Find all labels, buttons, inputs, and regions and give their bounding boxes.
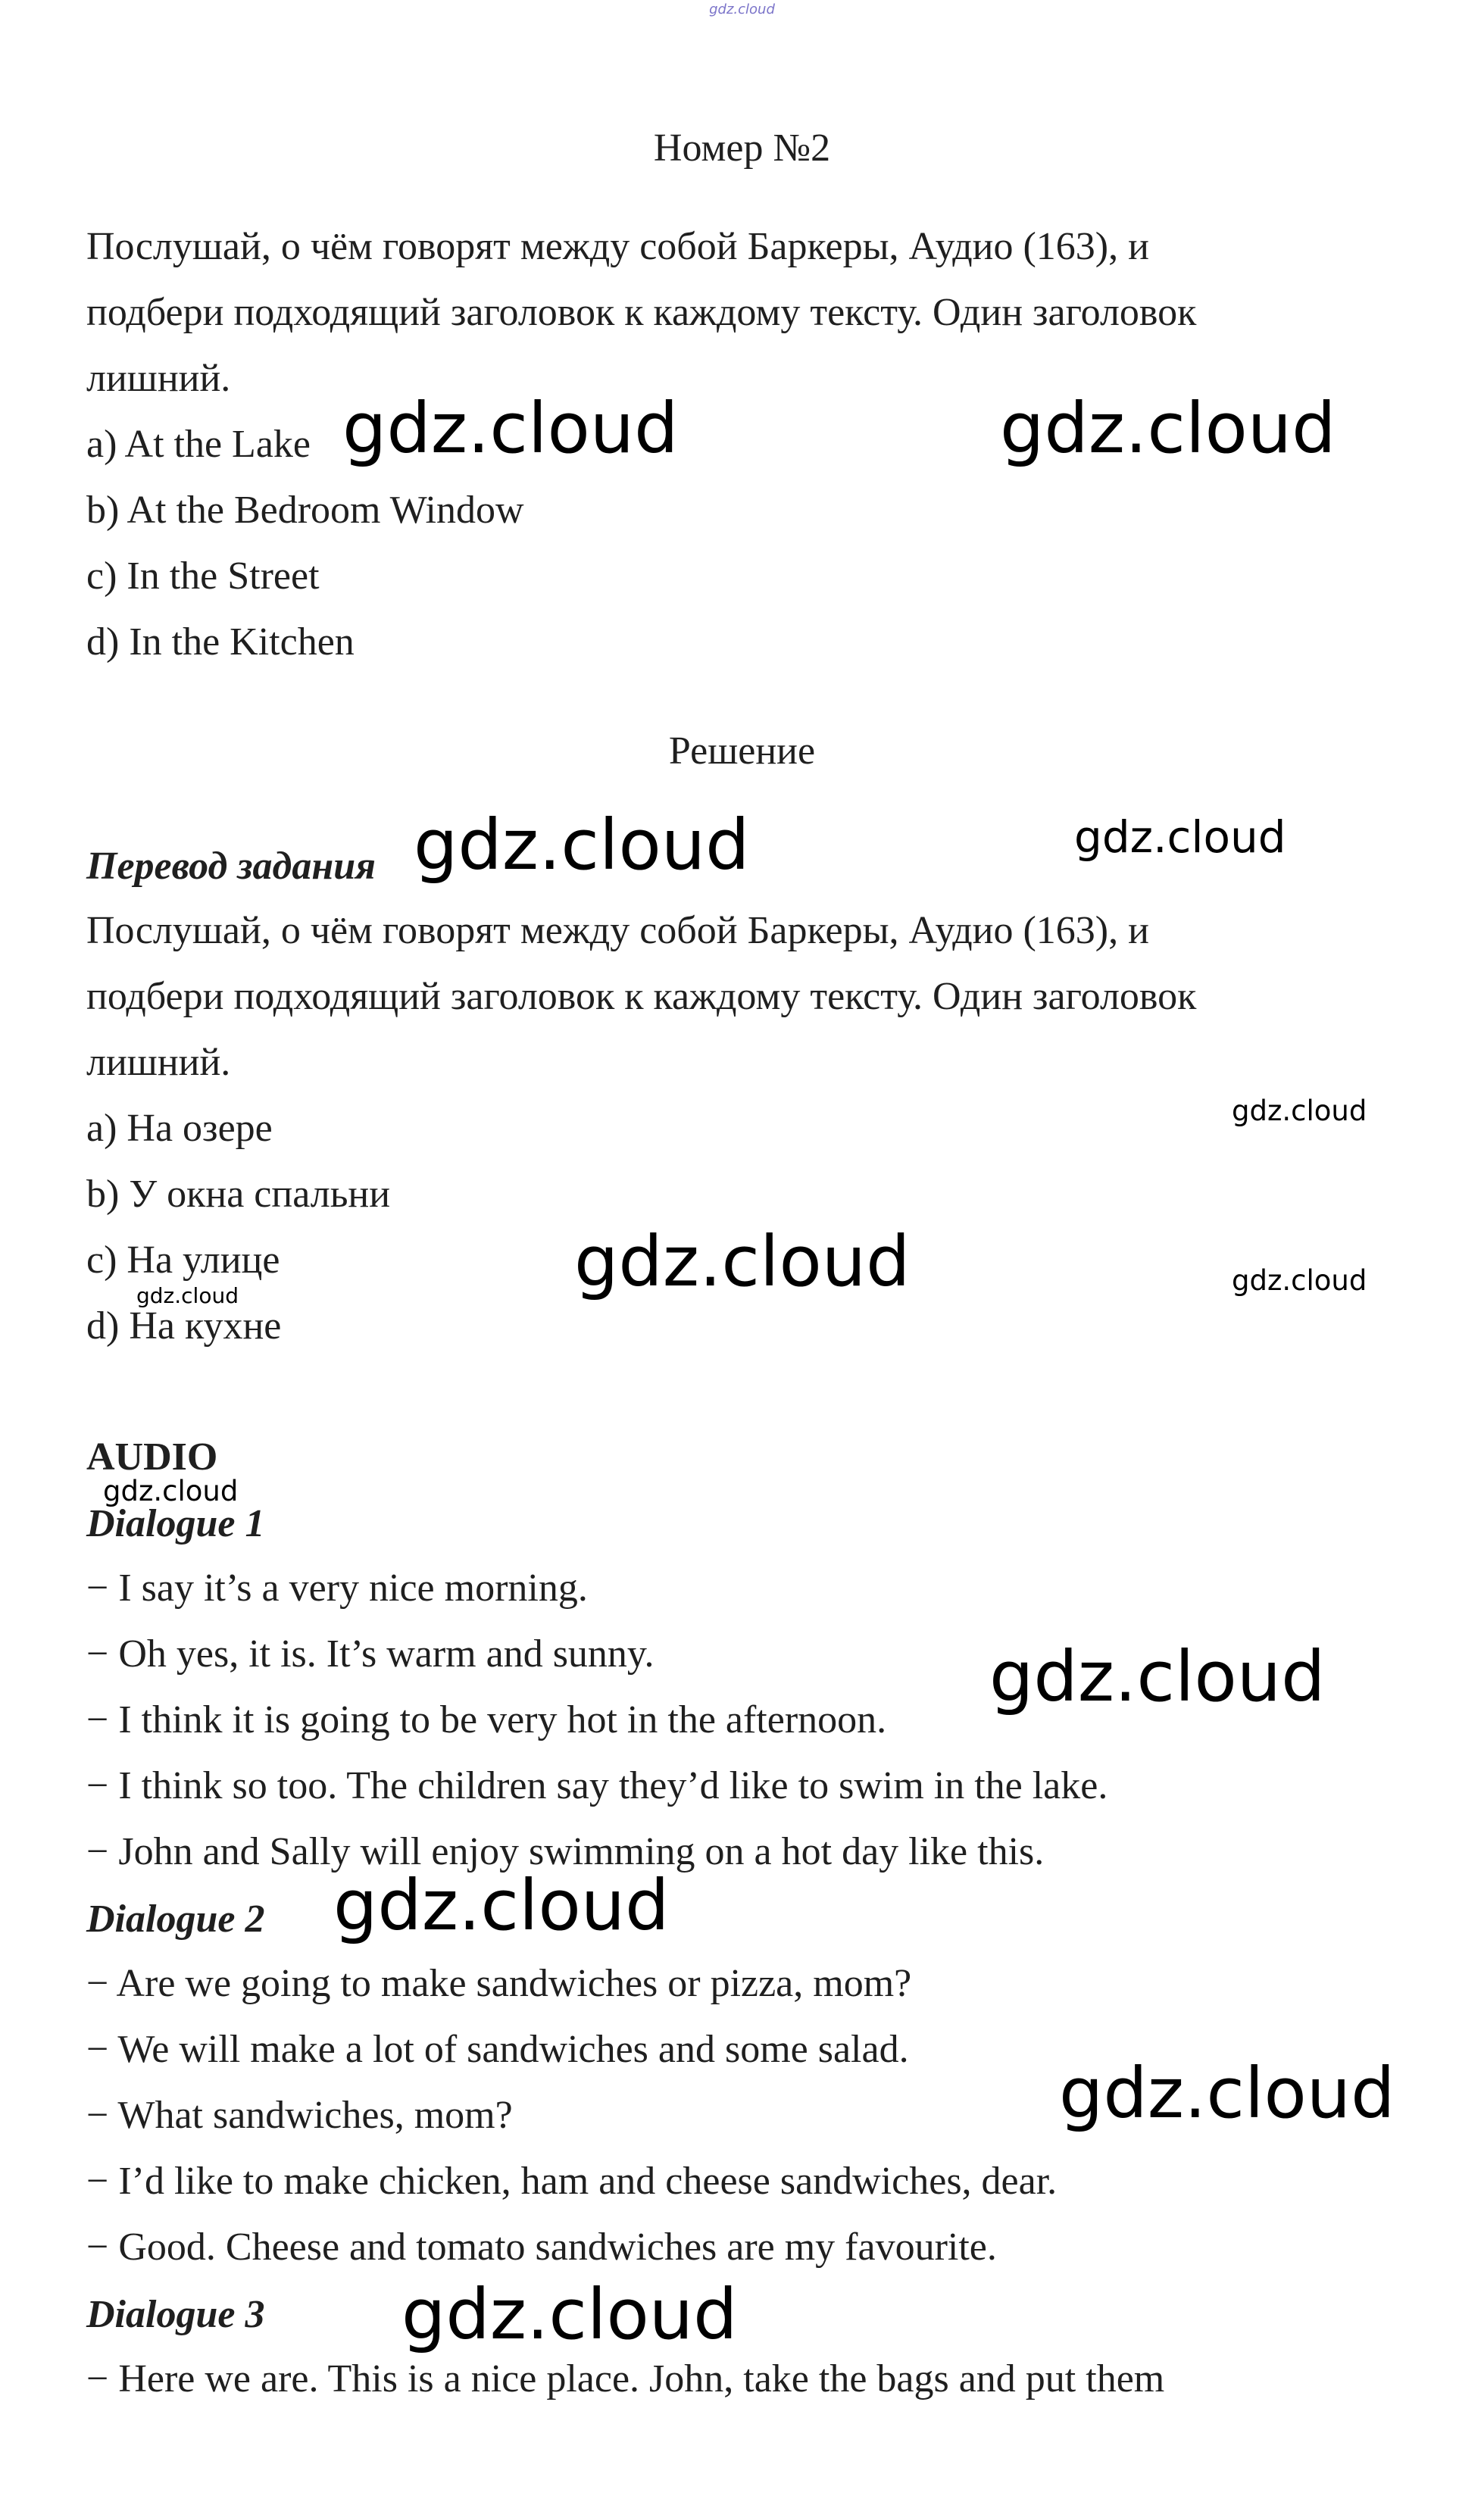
dialogue-1-line-2: − Oh yes, it is. It’s warm and sunny. [86, 1632, 655, 1676]
dialogue-3-title: Dialogue 3 [86, 2293, 265, 2336]
dialogue-1-line-4: − I think so too. The children say they’d like to swim in the lake. [86, 1764, 1108, 1807]
translation-option-d: d) На кухне [86, 1304, 282, 1348]
dialogue-1-line-5: − John and Sally will enjoy swimming on a hot day like this. [86, 1830, 1045, 1873]
watermark: gdz.cloud [1074, 811, 1286, 863]
watermark: gdz.cloud [342, 388, 679, 469]
dialogue-3-line-1: − Here we are. This is a nice place. John, take the bags and put them [86, 2357, 1165, 2400]
translation-heading: Перевод задания [86, 845, 376, 888]
audio-heading: AUDIO [86, 1435, 218, 1479]
solution-heading: Решение [668, 729, 816, 773]
dialogue-2-title: Dialogue 2 [86, 1898, 265, 1941]
translation-line-1: Послушай, о чём говорят между собой Баркеры, Аудио (163), и [86, 909, 1149, 952]
watermark: gdz.cloud [1232, 1264, 1367, 1297]
task-line-3: лишний. [86, 357, 231, 400]
watermark: gdz.cloud [574, 1221, 911, 1302]
dialogue-2-line-5: − Good. Cheese and tomato sandwiches are my favourite. [86, 2226, 997, 2269]
translation-line-3: лишний. [86, 1041, 231, 1084]
translation-option-b: b) У окна спальни [86, 1173, 391, 1216]
watermark: gdz.cloud [989, 1636, 1326, 1717]
translation-option-a: a) На озере [86, 1107, 273, 1150]
watermark: gdz.cloud [136, 1283, 239, 1308]
translation-line-2: подбери подходящий заголовок к каждому тексту. Один заголовок [86, 975, 1197, 1018]
watermark: gdz.cloud [1000, 388, 1336, 469]
task-line-1: Послушай, о чём говорят между собой Баркеры, Аудио (163), и [86, 225, 1149, 268]
top-watermark: gdz.cloud [709, 2, 775, 17]
watermark: gdz.cloud [333, 1865, 670, 1946]
watermark: gdz.cloud [103, 1475, 239, 1507]
dialogue-2-line-2: − We will make a lot of sandwiches and some salad. [86, 2028, 909, 2071]
dialogue-1-line-1: − I say it’s a very nice morning. [86, 1566, 588, 1610]
dialogue-2-line-3: − What sandwiches, mom? [86, 2094, 513, 2137]
watermark: gdz.cloud [401, 2274, 738, 2355]
task-option-b: b) At the Bedroom Window [86, 489, 524, 532]
task-option-d: d) In the Kitchen [86, 620, 355, 664]
dialogue-1-title: Dialogue 1 [86, 1502, 265, 1545]
page-title: Номер №2 [653, 127, 831, 170]
dialogue-1-line-3: − I think it is going to be very hot in the afternoon. [86, 1698, 887, 1741]
watermark: gdz.cloud [1059, 2053, 1395, 2134]
watermark: gdz.cloud [414, 804, 750, 886]
dialogue-2-line-1: − Are we going to make sandwiches or pizza, mom? [86, 1962, 912, 2005]
task-line-2: подбери подходящий заголовок к каждому тексту. Один заголовок [86, 291, 1197, 334]
translation-option-c: c) На улице [86, 1239, 280, 1282]
task-option-c: c) In the Street [86, 554, 320, 598]
dialogue-2-line-4: − I’d like to make chicken, ham and cheese sandwiches, dear. [86, 2160, 1058, 2203]
watermark: gdz.cloud [1232, 1095, 1367, 1127]
task-option-a: a) At the Lake [86, 423, 311, 466]
